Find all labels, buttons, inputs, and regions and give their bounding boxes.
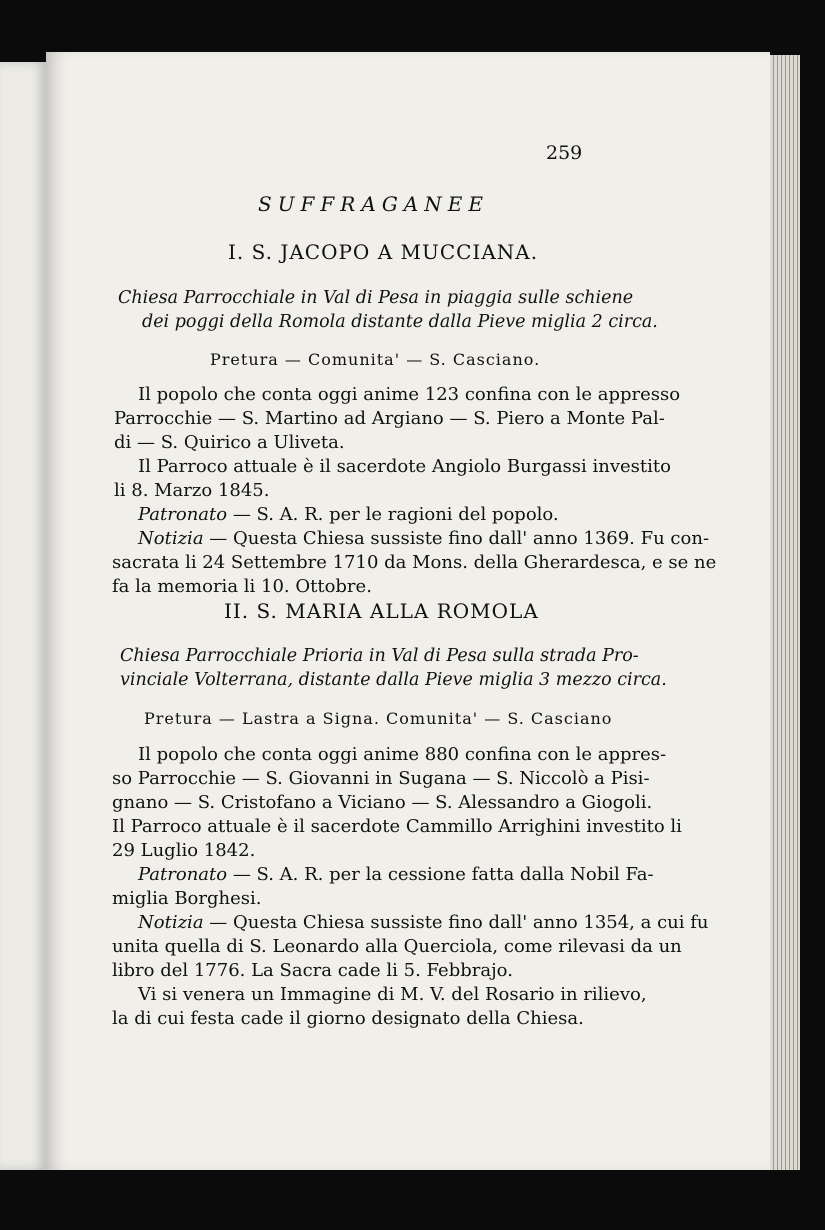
book-page <box>46 52 770 1170</box>
body-line: la di cui festa cade il giorno designato della Chiesa. <box>112 1008 584 1029</box>
body-line: Il popolo che conta oggi anime 123 confina con le appresso <box>138 384 681 405</box>
body-line: li 8. Marzo 1845. <box>114 480 270 501</box>
body-line: miglia Borghesi. <box>112 888 262 909</box>
body-line: Vi si venera un Immagine di M. V. del Rosario in rilievo, <box>138 984 647 1005</box>
body-line: Parrocchie — S. Martino ad Argiano — S. Piero a Monte Pal- <box>114 408 665 429</box>
patronato-label: Patronato <box>138 504 228 525</box>
entry-heading: I. S. JACOPO A MUCCIANA. <box>228 240 539 264</box>
facing-page-edge <box>0 62 47 1170</box>
body-line: libro del 1776. La Sacra cade li 5. Febbrajo. <box>112 960 513 981</box>
section-title: SUFFRAGANEE <box>258 192 489 216</box>
entry-description-line: dei poggi della Romola distante dalla Pieve miglia 2 circa. <box>142 312 658 332</box>
patronato-label: Patronato <box>138 864 228 885</box>
body-line: fa la memoria li 10. Ottobre. <box>112 576 372 597</box>
body-line: gnano — S. Cristofano a Viciano — S. Alessandro a Giogoli. <box>112 792 653 813</box>
patronato-line <box>138 864 654 885</box>
body-line: di — S. Quirico a Uliveta. <box>114 432 345 453</box>
patronato-text: — S. A. R. per le ragioni del popolo. <box>227 504 559 525</box>
notizia-label: Notizia <box>138 912 204 933</box>
body-line: unita quella di S. Leonardo alla Querciola, come rilevasi da un <box>112 936 682 957</box>
entry-heading: II. S. MARIA ALLA ROMOLA <box>224 599 539 623</box>
notizia-line <box>138 528 709 549</box>
entry-jurisdiction: Pretura — Lastra a Signa. Comunita' — S. Casciano <box>144 709 613 728</box>
notizia-line <box>138 912 709 933</box>
patronato-text: — S. A. R. per la cessione fatta dalla Nobil Fa- <box>227 864 654 885</box>
page-number: 259 <box>546 142 583 164</box>
body-line: 29 Luglio 1842. <box>112 840 256 861</box>
entry-description-line: Chiesa Parrocchiale in Val di Pesa in piaggia sulle schiene <box>118 288 634 308</box>
body-line: sacrata li 24 Settembre 1710 da Mons. della Gherardesca, e se ne <box>112 552 717 573</box>
notizia-text: — Questa Chiesa sussiste fino dall' anno 1354, a cui fu <box>203 912 709 933</box>
body-line: so Parrocchie — S. Giovanni in Sugana — S. Niccolò a Pisi- <box>112 768 650 789</box>
entry-description-line: Chiesa Parrocchiale Prioria in Val di Pesa sulla strada Pro- <box>120 646 639 666</box>
entry-description-line: vinciale Volterrana, distante dalla Pieve miglia 3 mezzo circa. <box>120 670 667 690</box>
body-line: Il Parroco attuale è il sacerdote Cammillo Arrighini investito li <box>112 816 682 837</box>
patronato-line <box>138 504 559 525</box>
notizia-label: Notizia <box>138 528 204 549</box>
entry-jurisdiction: Pretura — Comunita' — S. Casciano. <box>210 350 541 369</box>
body-line: Il Parroco attuale è il sacerdote Angiolo Burgassi investito <box>138 456 671 477</box>
body-line: Il popolo che conta oggi anime 880 confina con le appres- <box>138 744 667 765</box>
notizia-text: — Questa Chiesa sussiste fino dall' anno 1369. Fu con- <box>203 528 710 549</box>
